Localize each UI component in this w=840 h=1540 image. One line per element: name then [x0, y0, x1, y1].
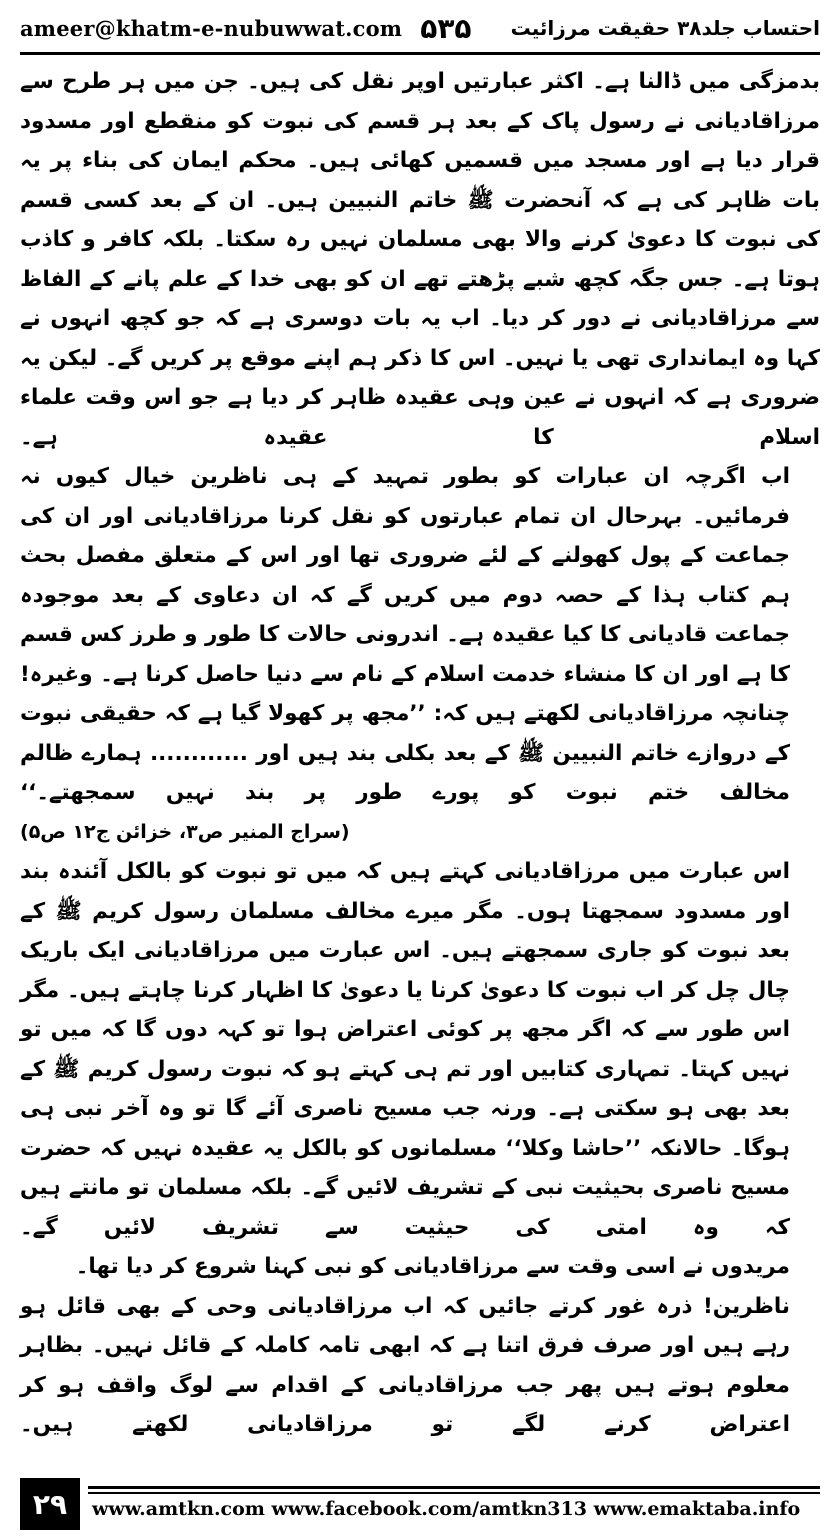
- footer-rule-thick: [88, 1486, 820, 1489]
- footer-page-number: ۲۹: [20, 1478, 80, 1530]
- paragraph-1: بدمزگی میں ڈالنا ہے۔ اکثر عبارتیں اوپر نقل کی ہیں۔ جن میں ہر طرح سے مرزاقادیانی نے رسول پاک کے بعد ہر قسم کی نبوت کو منقطع اور مسدود قرار دیا ہے اور مسجد میں قسمیں کھائی ہیں۔ محکم ایمان کی بناء پر یہ بات ظاہر کی ہے کہ آنحضرت ﷺ خاتم النبیین ہیں۔ ان کے بعد کسی قسم کی نبوت کا دعویٰ کرنے والا بھی مسلمان نہیں رہ سکتا۔ بلکہ کافر و کاذب ہوتا ہے۔ جس جگہ کچھ شبے پڑھتے تھے ان کو بھی خدا کے علم پانے کے الفاظ سے مرزاقادیانی نے دور کر دیا۔ اب یہ بات دوسری ہے کہ جو کچھ انہوں نے کہا وہ ایمانداری تھی یا نہیں۔ اس کا ذکر ہم اپنے موقع پر کریں گے۔ لیکن یہ ضروری ہے کہ انہوں نے عین وہی عقیدہ ظاہر کر دیا ہے جو اس وقت علماء اسلام کا عقیدہ ہے۔: [20, 69, 820, 450]
- paragraph-5: ناظرین! ذرہ غور کرتے جائیں کہ اب مرزاقادیانی وحی کے بھی قائل ہو رہے ہیں اور صرف فرق اتنا ہے کہ ابھی تامہ کاملہ کے قائل نہیں۔ بظاہر معلوم ہوتے ہیں پھر جب مرزاقادیانی کے اقدام سے لوگ واقف ہو کر اعتراض کرنے لگے تو مرزاقادیانی لکھتے ہیں۔: [20, 1293, 790, 1437]
- footer-main: [80, 1478, 820, 1530]
- citation-reference: (سراج المنیر ص۳، خزائن ج۱۲ ص۵): [20, 820, 350, 843]
- footer-urls: www.amtkn.com www.facebook.com/amtkn313 www.emaktaba.info: [92, 1498, 801, 1520]
- header-book-title: احتساب جلد۳۸ حقیقت مرزائیت: [510, 16, 820, 40]
- paragraph-quote: چنانچہ مرزاقادیانی لکھتے ہیں کہ: ’’مجھ پر کھولا گیا ہے کہ حقیقی نبوت کے دروازے خاتم النبیین ﷺ کے بعد بکلی بند ہیں اور ............ ہمارے ظالم مخالف ختم نبوت کو پورے طور پر بند نہیں سمجھتے۔‘‘: [20, 701, 790, 805]
- header-rule: [20, 52, 820, 55]
- page-body: [20, 62, 820, 1467]
- footer-rule-thin: [88, 1492, 820, 1494]
- page-header: [20, 8, 820, 48]
- page-footer: [20, 1478, 820, 1530]
- paragraph-3: اس عبارت میں مرزاقادیانی کہتے ہیں کہ میں تو نبوت کو بالکل آئندہ بند اور مسدود سمجھتا ہوں۔ مگر میرے مخالف مسلمان رسول کریم ﷺ کے بعد نبوت کو جاری سمجھتے ہیں۔ اس عبارت میں مرزاقادیانی ایک باریک چال چل کر اب نبوت کا دعویٰ کرنا یا دعویٰ کا اظہار کرنا چاہتے ہیں۔ مگر اس طور سے کہ اگر مجھ پر کوئی اعتراض ہوا تو کہہ دوں گا کہ میں تو نہیں کہتا۔ تمہاری کتابیں اور تم ہی کہتے ہو کہ نبوت رسول کریم ﷺ کے بعد بھی ہو سکتی ہے۔ ورنہ جب مسیح ناصری آئے گا تو وہ آخر نبی ہی ہوگا۔ حالانکہ ’’حاشا وکلا‘‘ مسلمانوں کو بالکل یہ عقیدہ نہیں کہ حضرت مسیح ناصری بحیثیت نبی کے تشریف لائیں گے۔ بلکہ مسلمان تو مانتے ہیں کہ وہ امتی کی حیثیت سے تشریف لائیں گے۔: [20, 859, 790, 1240]
- header-email: ameer@khatm-e-nubuwwat.com: [20, 15, 403, 41]
- paragraph-2: اب اگرچہ ان عبارات کو بطور تمہید کے ہی ناظرین خیال کیوں نہ فرمائیں۔ بہرحال ان تمام عبارتوں کو نقل کرنا مرزاقادیانی اور ان کی جماعت کے پول کھولنے کے لئے ضروری تھا اور اس کے متعلق مفصل بحث ہم کتاب ہذا کے حصہ دوم میں کریں گے کہ ان دعاوی کے بعد موجودہ جماعت قادیانی کا کیا عقیدہ ہے۔ اندرونی حالات کا طور و طرز کس قسم کا ہے اور ان کا منشاء خدمت اسلام کے نام سے دنیا حاصل کرنا ہے۔ وغیرہ!: [20, 464, 790, 687]
- header-left-group: [20, 12, 472, 45]
- header-page-number: ۵۳۵: [420, 11, 472, 45]
- paragraph-4: مریدوں نے اسی وقت سے مرزاقادیانی کو نبی کہنا شروع کر دیا تھا۔: [75, 1254, 790, 1279]
